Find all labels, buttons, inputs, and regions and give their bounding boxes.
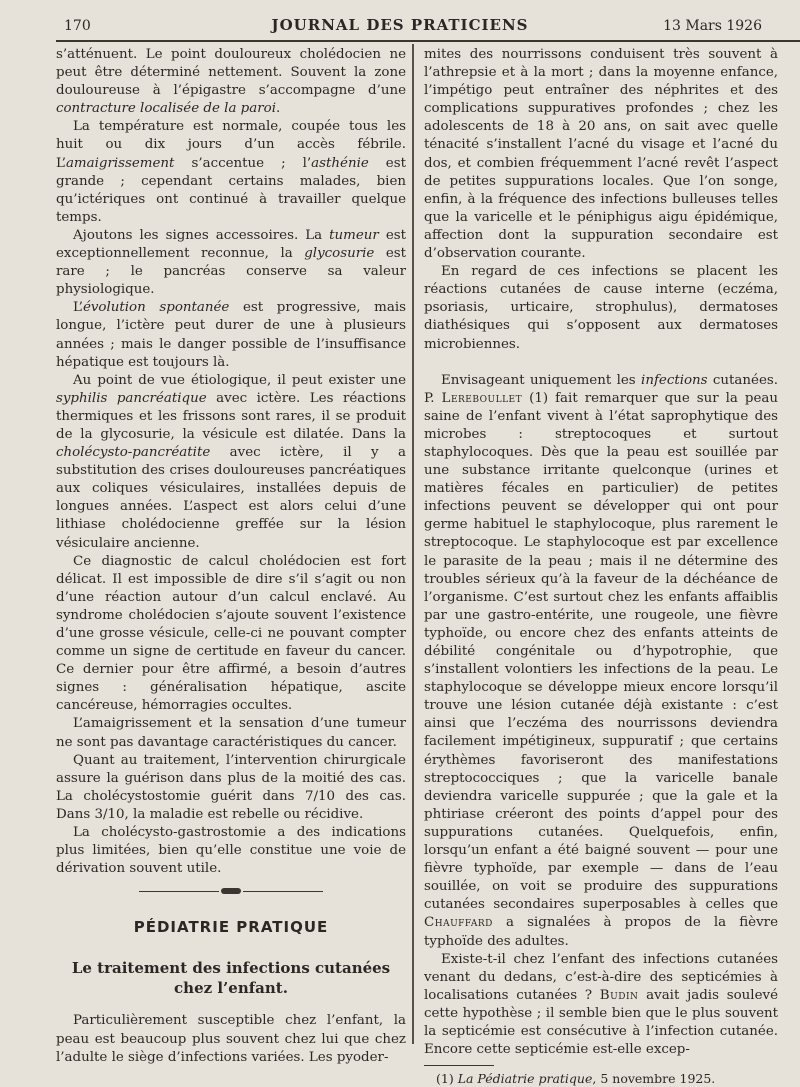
- text-run: Particulièrement susceptible chez l’enfant, la peau est beaucoup plus souvent chez lui que chez l’adulte le siège d’infections variées. Les pyoder-: [56, 1013, 406, 1065]
- paragraph: [56, 46, 406, 118]
- section-ornament: [56, 886, 406, 896]
- text-run: .: [276, 101, 281, 117]
- paragraph: [56, 1012, 406, 1066]
- text-run: est rare ; le pancréas conserve sa valeur physiologique.: [56, 246, 406, 298]
- left-column: [56, 46, 406, 1067]
- text-run: , 5 novembre 1925.: [592, 1071, 716, 1087]
- italic-term: glycosurie: [304, 246, 375, 262]
- text-run: avait jadis soulevé cette hypothèse ; il semble bien que le plus souvent la septicémie est consécutive à l’infection cutanée. Encore cette septicémie est-elle excep-: [424, 987, 778, 1058]
- right-column: [424, 46, 778, 1087]
- paragraph: [56, 118, 406, 227]
- paragraph: [56, 299, 406, 371]
- section-heading: PÉDIATRIE PRATIQUE: [133, 918, 329, 937]
- author-name: Chauffard: [424, 915, 493, 931]
- text-run: est grande ; cependant certains malades, bien qu’ictériques ont continué à travailler quelque temps.: [56, 155, 406, 225]
- italic-term: contracture localisée de la paroi: [56, 101, 276, 117]
- article-title: Le traitement des infections cutanées chez l’enfant.: [71, 959, 391, 998]
- text-run: mites des nourrissons conduisent très souvent à l’athrepsie et à la mort ; dans la moyenne enfance, l’impétigo peut entraîner des néphrites et des complications suppuratives profondes ; chez les adolescents de 18 à 20 ans, on sait avec quelle ténacité s’installent l’acné du visage et l’acné du dos, et combien fréquemment l’acné revêt l’aspect de petites suppurations locales. Que l’on songe, enfin, à la fréquence des infections bulleuses telles que la varicelle et le péniphigus aigu épidémique, affection dont la suppuration secondaire est d’observation courante.: [424, 47, 778, 262]
- text-run: L’amaigrissement et la sensation d’une tumeur ne sont pas davantage caractéristiques du cancer.: [56, 716, 406, 750]
- paragraph: [56, 227, 406, 299]
- paragraph: [56, 715, 406, 751]
- italic-term: La Pédiatrie pratique: [457, 1071, 593, 1087]
- issue-date: 13 Mars 1926: [663, 18, 762, 34]
- paragraph: [56, 372, 406, 553]
- text-run: Ajoutons les signes accessoires. La: [73, 227, 330, 243]
- text-run: Ce diagnostic de calcul cholédocien est fort délicat. Il est impossible de dire s’il s’agit ou non d’une réaction autour d’un calcul enclavé. Au syndrome cholédocien s’ajoute souvent l’existence d’une grosse vésicule, celle-ci ne pouvant compter comme un signe de certitude en faveur du cancer. Ce dernier pour être affirmé, a besoin d’autres signes : généralisation hépatique, ascite cancéreuse, hémorragies occultes.: [56, 553, 406, 714]
- paragraph: [56, 553, 406, 716]
- header-rule: [56, 40, 800, 42]
- text-run: a signalées à propos de la fièvre typhoïde des adultes.: [424, 915, 778, 949]
- paragraph: [56, 824, 406, 878]
- text-run: En regard de ces infections se placent les réactions cutanées de cause interne (eczéma, psoriasis, urticaire, strophulus), dermatoses diathésiques qui s’opposent aux dermatoses microbiennes.: [424, 264, 778, 352]
- paragraph: [424, 951, 778, 1060]
- text-run: s’atténuent. Le point douloureux cholédocien ne peut être déterminé nettement. Souvent la zone douloureuse à l’épigastre s’accompagne d’une: [56, 47, 406, 99]
- italic-term: évolution spontanée: [82, 300, 230, 316]
- text-run: (1) fait remarquer que sur la peau saine de l’enfant vivent à l’état saprophytique des microbes : streptocoques et surtout staphylocoques. Dès que la peau est souillée par une substance irritante quelconque (urines et matières fécales en particulier) de petites infections peuvent se développer qui ont pour germe habituel le staphylocoque, plus rarement le streptocoque. Le staphylocoque est par excellence le parasite de la peau ; mais il ne détermine des troubles sérieux qu’à la faveur de la déchéance de l’organisme. C’est surtout chez les enfants affaiblis par une gastro-entérite, une rougeole, une fièvre typhoïde, ou encore chez des enfants atteints de débilité congénitale ou d’hypotrophie, que s’installent volontiers les infections de la peau. Le staphylocoque se développe mieux encore lorsqu’il trouve une lésion cutanée déjà existante : c’est ainsi que l’eczéma des nourrissons deviendra facilement impétigineux, suppuratif ; que certains érythèmes favoriseront des manifestations streptococciques ; que la varicelle banale deviendra varicelle suppurée ; que la gale et la phtiriase créeront des points d’appel pour des suppurations cutanées. Quelquefois, enfin, lorsqu’un enfant a été baigné souvent — pour une fièvre typhoïde, par exemple — dans de l’eau souillée, on voit se produire des suppurations cutanées secondaires superposables à celles que: [424, 390, 778, 913]
- italic-term: asthénie: [311, 155, 369, 171]
- text-run: Quant au traitement, l’intervention chirurgicale assure la guérison dans plus de la moitié des cas. La cholécystostomie guérit dans 7/10 des cas. Dans 3/10, la maladie est rebelle ou récidive.: [56, 752, 406, 822]
- text-run: cutanées. P.: [424, 372, 778, 406]
- footnote: [424, 1071, 778, 1087]
- text-run: avec ictère, il y a substitution des crises douloureuses pancréatiques aux coliques vésiculaires, installées depuis de longues années. L’aspect est alors celui d’une lithiase cholédocienne greffée sur la lésion vésiculaire ancienne.: [56, 445, 406, 551]
- italic-term: cholécysto-pancréatite: [56, 445, 211, 461]
- italic-term: amaigrissement: [65, 155, 175, 171]
- text-run: L’: [73, 300, 83, 316]
- text-run: Envisageant uniquement les: [441, 372, 642, 388]
- column-divider: [412, 44, 414, 1044]
- text-run: (1): [436, 1071, 458, 1087]
- text-run: Existe-t-il chez l’enfant des infections cutanées venant du dedans, c’est-à-dire des septicémies à localisations cutanées ?: [424, 951, 778, 1003]
- text-run: La température est normale, coupée tous les huit ou dix jours d’un accès fébrile. L’: [56, 119, 406, 171]
- paragraph: [424, 263, 778, 353]
- footnote-rule: [424, 1065, 494, 1066]
- text-run: est exceptionnellement reconnue, la: [56, 227, 407, 262]
- italic-term: tumeur: [329, 227, 379, 243]
- author-name: Budin: [599, 987, 639, 1003]
- paragraph: [424, 46, 778, 263]
- text-run: avec ictère. Les réactions thermiques et les frissons sont rares, il se produit de la glycosurie, la vésicule est dilatée. Dans la: [56, 390, 407, 442]
- italic-term: syphilis pancréatique: [56, 390, 207, 406]
- paragraph: [56, 752, 406, 824]
- author-name: Lereboullet: [441, 390, 523, 406]
- page-number: 170: [64, 18, 91, 34]
- journal-title: JOURNAL DES PRATICIENS: [271, 16, 529, 34]
- text-run: s’accentue ; l’: [174, 155, 312, 171]
- text-run: Au point de vue étiologique, il peut exister une: [73, 372, 406, 388]
- italic-term: infections: [641, 372, 708, 388]
- text-run: est progressive, mais longue, l’ictère peut durer de une à plusieurs années ; mais le danger possible de l’insuffisance hépatique est toujours là.: [56, 300, 406, 370]
- running-header: [0, 14, 800, 38]
- text-run: La cholécysto-gastrostomie a des indications plus limitées, bien qu’elle constitue une voie de dérivation souvent utile.: [56, 825, 406, 877]
- paragraph: [424, 372, 778, 951]
